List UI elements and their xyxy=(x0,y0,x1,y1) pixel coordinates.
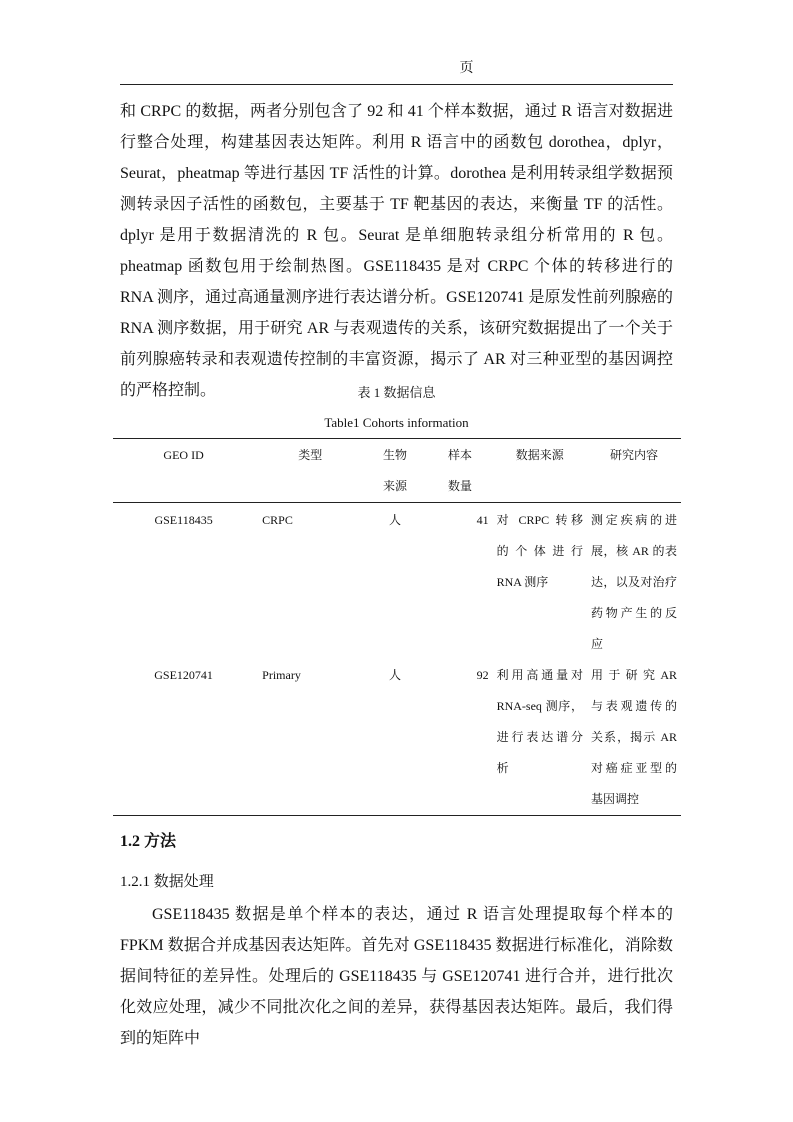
table-header xyxy=(113,439,681,503)
paragraph-2-text: GSE118435 数据是单个样本的表达，通过 R 语言处理提取每个样本的 FPKM 数据合并成基因表达矩阵。首先对 GSE118435 数据进行标准化，消除数据间特征的差异性。处理后的 GSE118435 与 GSE120741 进行合并，进行批次化效应处理，减少不同批次化之间的差异，获得基因表达矩阵。最后，我们得到的矩阵中 xyxy=(120,906,673,1047)
cell-line: 析 xyxy=(496,761,509,775)
cell-source: 人 xyxy=(388,668,401,682)
table-header-row xyxy=(113,439,681,503)
cell-type: Primary xyxy=(262,668,301,682)
cell-line: 进行表达谱分 xyxy=(496,730,583,744)
cell-type: CRPC xyxy=(262,513,293,527)
cell-research xyxy=(587,503,681,661)
cell-geo-id: GSE118435 xyxy=(154,513,213,527)
paragraph-1 xyxy=(120,96,673,406)
header-geo-id: GEO ID xyxy=(163,448,204,462)
header-count-line2: 数量 xyxy=(448,479,473,493)
cell-line: 的 个 体 进 行 xyxy=(496,544,583,558)
table-row xyxy=(113,503,681,661)
header-research: 研究内容 xyxy=(609,448,658,462)
section-heading: 1.2 方法 xyxy=(120,833,177,850)
cell-line: 用 于 研 究 AR xyxy=(590,668,677,682)
cell-line: 对癌症亚型的 xyxy=(590,761,677,775)
cell-line: RNA-seq 测序， xyxy=(496,699,583,713)
cell-geo-id: GSE120741 xyxy=(154,668,213,682)
paragraph-1-text: 和 CRPC 的数据，两者分别包含了 92 和 41 个样本数据，通过 R 语言对数据进行整合处理，构建基因表达矩阵。利用 R 语言中的函数包 dorothea，dplyr，Seurat，pheatmap 等进行基因 TF 活性的计算。dorothea 是利用转录组学数据预测转录因子活性的函数包，主要基于 TF 靶基因的表达，来衡量 TF 的活性。dplyr 是用于数据清洗的 R 包。Seurat 是单细胞转录组分析常用的 R 包。pheatmap 函数包用于绘制热图。GSE118435 是对 CRPC 个体的转移进行的 RNA 测序，通过高通量测序进行表达谱分析。GSE120741 是原发性前列腺癌的 RNA 测序数据，用于研究 AR 与表观遗传的关系，该研究数据提出了一个关于前列腺癌转录和表观遗传控制的丰富资源，揭示了 AR 对三种亚型的基因调控的严格控制。 xyxy=(120,103,673,399)
header-count-line1: 样本 xyxy=(448,448,473,462)
subsection-heading: 1.2.1 数据处理 xyxy=(120,874,214,890)
cell-research xyxy=(587,660,681,816)
header-rule xyxy=(120,84,673,85)
cell-line: RNA 测序 xyxy=(496,575,549,589)
table-caption-en: Table1 Cohorts information xyxy=(324,415,469,430)
paragraph-2 xyxy=(120,899,673,1054)
cell-line: 药物产生的反 xyxy=(590,606,677,620)
cell-line: 与表观遗传的 xyxy=(590,699,677,713)
cohorts-table xyxy=(113,438,681,816)
page-header: 页 xyxy=(459,61,474,76)
header-source-line2: 来源 xyxy=(382,479,407,493)
cell-data-source xyxy=(493,660,587,816)
cell-line: 展，核 AR 的表 xyxy=(590,544,677,558)
table-body xyxy=(113,503,681,816)
cell-source: 人 xyxy=(388,513,401,527)
table-row xyxy=(113,660,681,816)
header-type: 类型 xyxy=(298,448,323,462)
cell-data-source xyxy=(493,503,587,661)
header-count xyxy=(428,439,493,503)
cell-line: 基因调控 xyxy=(590,792,639,806)
cell-line: 利用高通量对 xyxy=(496,668,583,682)
cell-line: 测定疾病的进 xyxy=(590,513,677,527)
header-source-line1: 生物 xyxy=(382,448,407,462)
cell-line: 达，以及对治疗 xyxy=(590,575,677,589)
cell-line: 应 xyxy=(590,637,603,651)
cell-count: 41 xyxy=(476,513,489,527)
cell-line: 关系，揭示 AR xyxy=(590,730,677,744)
header-source xyxy=(362,439,427,503)
cell-count: 92 xyxy=(476,668,489,682)
table-caption-zh: 表 1 数据信息 xyxy=(357,385,436,400)
cell-line: 对 CRPC 转移 xyxy=(496,513,583,527)
header-data-source: 数据来源 xyxy=(515,448,564,462)
